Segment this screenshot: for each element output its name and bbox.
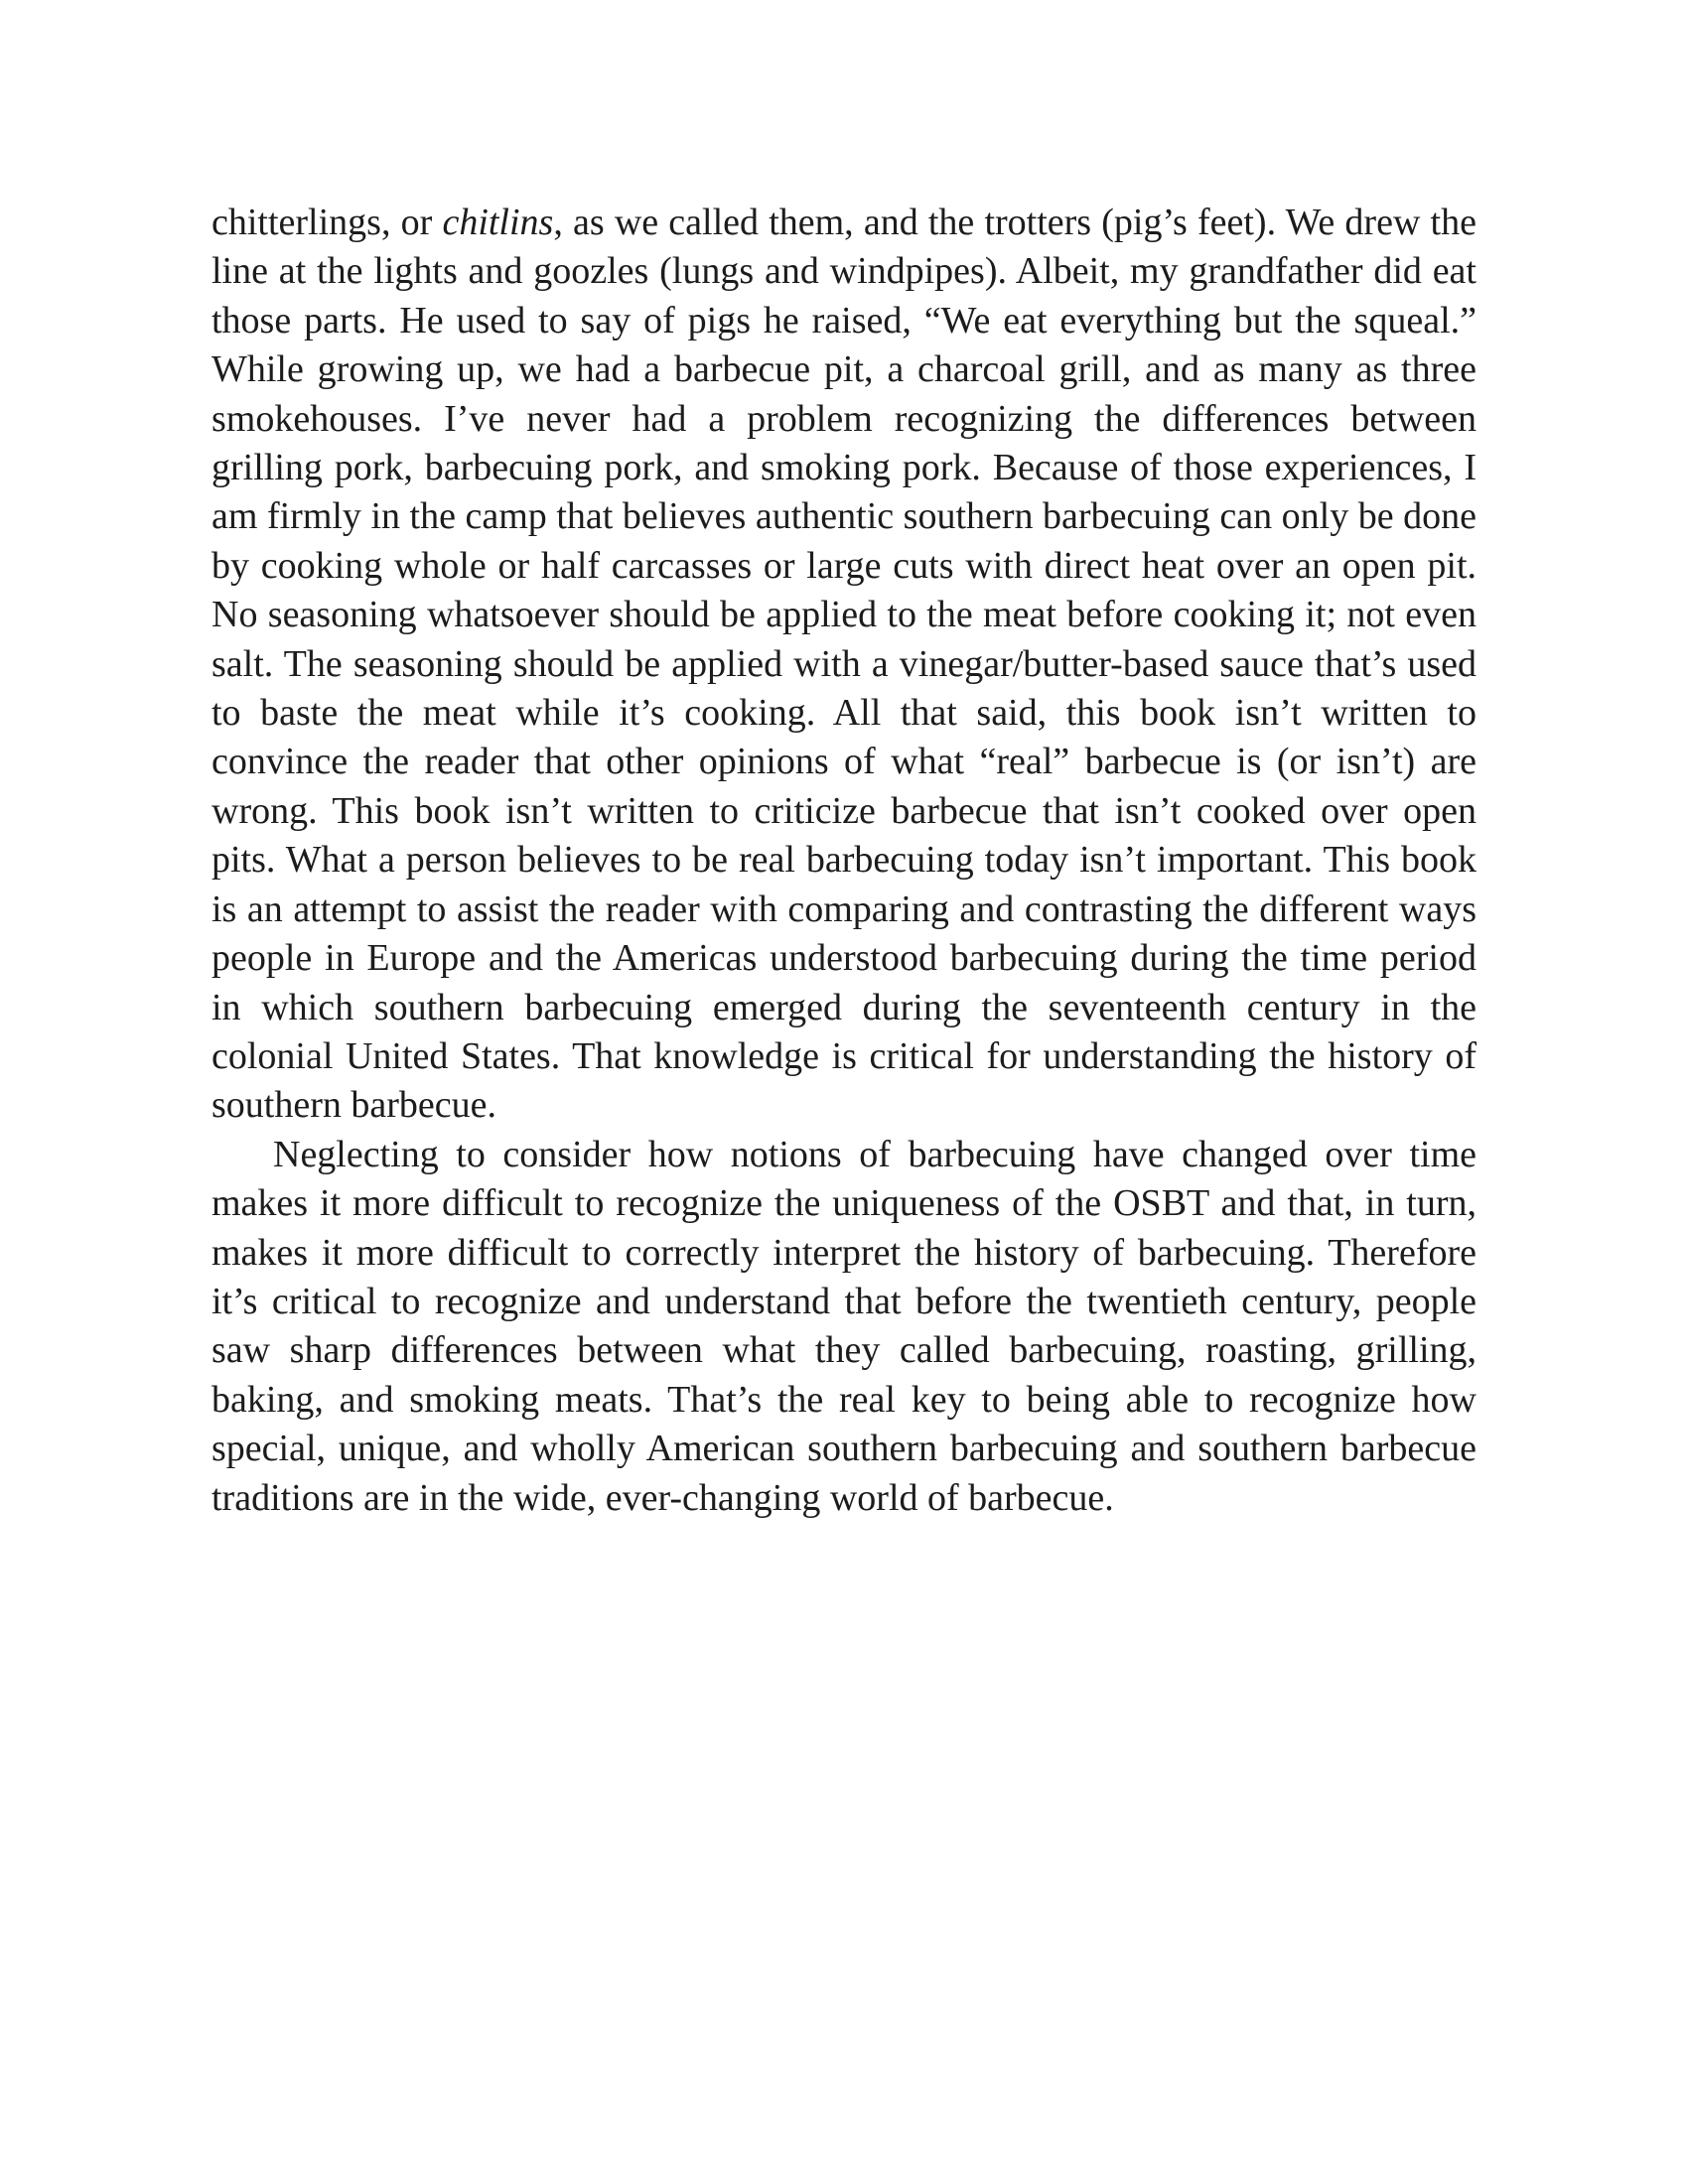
italic-term: chitlins [442,202,554,243]
paragraph-continued [211,199,1477,1131]
paragraph-text: chitterlings, or [211,202,443,243]
paragraph-text: , as we called them, and the trotters (pig’s feet). We drew the line at the lights and goozles (lungs and windpipes). Albeit, my grandfather did eat those parts. He used to say of pigs he raised, “We eat everything but the squeal.” While growing up, we had a barbecue pit, a charcoal grill, and as many as three smokehouses. I’ve never had a problem recognizing the differences between grilling pork, barbecuing pork, and smoking pork. Because of those experiences, I am firmly in the camp that believes authentic southern barbecuing can only be done by cooking whole or half carcasses or large cuts with direct heat over an open pit. No seasoning whatsoever should be applied to the meat before cooking it; not even salt. The seasoning should be applied with a vinegar/butter-based sauce that’s used to baste the meat while it’s cooking. All that said, this book isn’t written to convince the reader that other opinions of what “real” barbecue is (or isn’t) are wrong. This book isn’t written to criticize barbecue that isn’t cooked over open pits. What a person believes to be real barbecuing today isn’t important. This book is an attempt to assist the reader with comparing and contrasting the different ways people in Europe and the Americas understood barbecuing during the time period in which southern barbecuing emerged during the seventeenth century in the colonial United States. That knowledge is critical for understanding the history of southern barbecue. [211,202,1477,1127]
paragraph: Neglecting to consider how notions of barbecuing have changed over time makes it more difficult to recognize the uniqueness of the OSBT and that, in turn, makes it more difficult to correctly interpret the history of barbecuing. Therefore it’s critical to recognize and understand that before the twentieth century, people saw sharp differences between what they called barbecuing, roasting, grilling, baking, and smoking meats. That’s the real key to being able to recognize how special, unique, and wholly American southern barbecuing and southern barbecue traditions are in the wide, ever-changing world of barbecue. [211,1133,1477,1519]
body-text [211,199,1477,1523]
